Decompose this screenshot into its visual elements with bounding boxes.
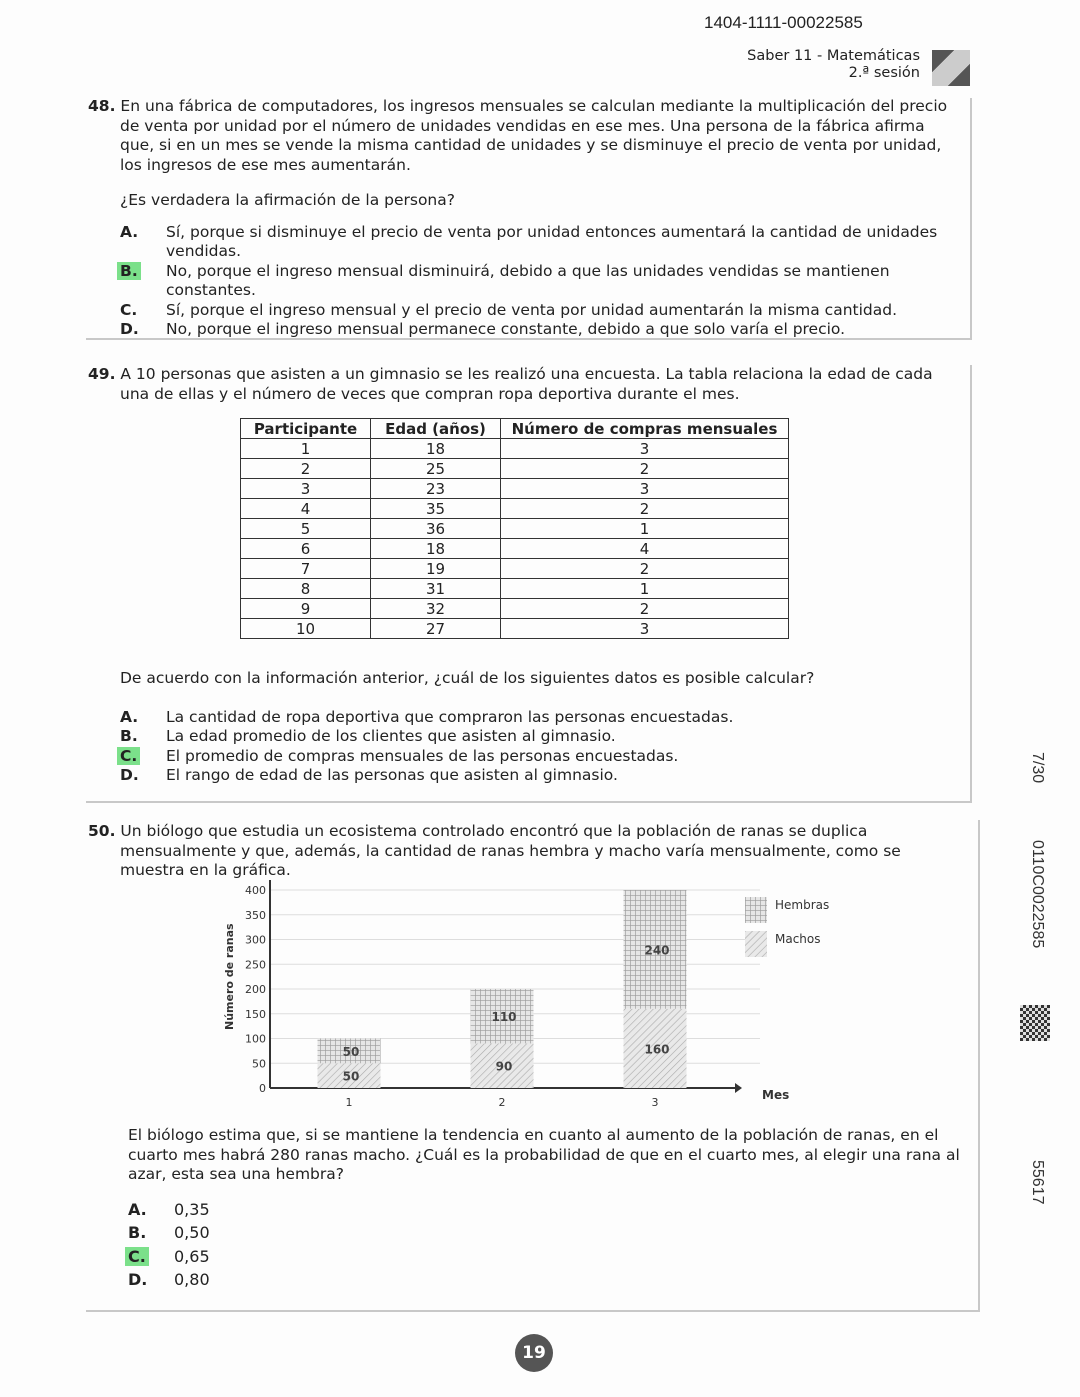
table-cell: 23 [371, 479, 501, 499]
answer-options [88, 223, 960, 340]
bar-value-label: 50 [342, 1044, 360, 1059]
option-letter-marked: B. [117, 262, 141, 280]
option-letter: B. [120, 727, 138, 745]
legend-label: Hembras [775, 898, 830, 912]
x-tick-label: 1 [345, 1096, 353, 1109]
option-text: 0,80 [174, 1270, 210, 1289]
table-body [241, 439, 789, 639]
table-cell: 4 [241, 499, 371, 519]
answer-options [88, 708, 960, 786]
option-text: El rango de edad de las personas que asisten al gimnasio. [166, 766, 618, 784]
table-cell: 31 [371, 579, 501, 599]
option-text: La cantidad de ropa deportiva que compraron las personas encuestadas. [166, 707, 734, 726]
question-49 [88, 365, 960, 404]
session-label: 2.ª sesión [848, 65, 920, 81]
table-row [241, 579, 789, 599]
question-50-prompt-block [128, 1126, 968, 1292]
y-tick-label: 50 [252, 1057, 266, 1071]
question-number: 50. [88, 822, 116, 840]
table-cell: 32 [371, 599, 501, 619]
table-cell: 7 [241, 559, 371, 579]
option-c[interactable] [120, 747, 960, 767]
table-cell: 2 [501, 459, 789, 479]
option-text: 0,65 [174, 1246, 210, 1266]
subject-title: Saber 11 - Matemáticas [747, 48, 920, 64]
option-b[interactable] [120, 727, 960, 747]
side-number: 55617 [1029, 1160, 1046, 1205]
option-d[interactable] [120, 320, 960, 340]
table-cell: 1 [501, 579, 789, 599]
option-text: Sí, porque si disminuye el precio de venta por unidad entonces aumentará la cantidad de unidades vendidas. [166, 222, 938, 260]
table-cell: 1 [501, 519, 789, 539]
option-c[interactable] [120, 301, 960, 321]
option-d[interactable] [120, 766, 960, 786]
option-c[interactable] [128, 1245, 968, 1269]
table-cell: 5 [241, 519, 371, 539]
table-header-row [241, 419, 789, 439]
option-letter: D. [120, 766, 139, 784]
option-letter: C. [120, 300, 138, 319]
table-row [241, 499, 789, 519]
table-cell: 2 [501, 559, 789, 579]
option-text: 0,35 [174, 1199, 210, 1219]
x-axis-arrow-icon [735, 1083, 742, 1093]
option-text: 0,50 [174, 1223, 210, 1242]
header-subject [747, 48, 920, 82]
option-text: El promedio de compras mensuales de las personas encuestadas. [166, 746, 679, 765]
option-b[interactable] [120, 262, 960, 301]
option-letter-marked: C. [125, 1247, 149, 1266]
survey-table [240, 418, 789, 639]
exam-logo-icon [932, 50, 970, 86]
y-tick-label: 200 [245, 983, 266, 996]
table-cell: 18 [371, 439, 501, 459]
question-prompt: El biólogo estima que, si se mantiene la tendencia en cuanto al aumento de la población de ranas, en el cuarto mes habrá 280 ranas macho. ¿Cuál es la probabilidad de que en el cuarto mes, al elegir una rana al azar, esta sea una hembra? [128, 1126, 960, 1183]
side-page-count: 7/30 [1029, 752, 1046, 784]
option-letter: D. [128, 1270, 148, 1289]
bar-value-label: 90 [495, 1059, 513, 1074]
table-cell: 2 [241, 459, 371, 479]
y-tick-label: 100 [245, 1032, 266, 1046]
option-d[interactable] [128, 1268, 968, 1292]
qr-code-icon [1020, 1005, 1050, 1041]
table-row [241, 439, 789, 459]
table-cell: 36 [371, 519, 501, 539]
y-axis-label: Número de ranas [223, 923, 236, 1030]
table-row [241, 459, 789, 479]
table-row [241, 559, 789, 579]
x-tick-label: 2 [498, 1096, 506, 1109]
column-header: Número de compras mensuales [501, 419, 789, 439]
table-cell: 6 [241, 539, 371, 559]
legend-label: Machos [775, 932, 821, 946]
table-cell: 4 [501, 539, 789, 559]
table-cell: 3 [501, 619, 789, 639]
question-stem: A 10 personas que asisten a un gimnasio se les realizó una encuesta. La tabla relaciona la edad de cada una de ellas y el número de veces que compran ropa deportiva durante el mes. [120, 365, 933, 403]
question-stem: Un biólogo que estudia un ecosistema controlado encontró que la población de ranas se duplica mensualmente y que, además, la cantidad de ranas hembra y macho varía mensualmente, como se muestra en la gráfica. [120, 822, 901, 879]
option-text: No, porque el ingreso mensual permanece constante, debido a que solo varía el precio. [166, 320, 846, 338]
y-tick-label: 0 [259, 1082, 266, 1095]
page-number: 19 [515, 1334, 553, 1372]
column-header: Edad (años) [371, 419, 501, 439]
y-tick-label: 400 [245, 884, 266, 897]
y-tick-label: 150 [245, 1007, 266, 1021]
y-tick-label: 300 [245, 933, 266, 947]
table-row [241, 599, 789, 619]
table-cell: 2 [501, 499, 789, 519]
option-a[interactable] [120, 708, 960, 728]
x-axis-label: Mes [762, 1088, 790, 1102]
legend-swatch [745, 897, 767, 923]
option-text: No, porque el ingreso mensual disminuirá, debido a que las unidades vendidas se mantienen constantes. [166, 261, 890, 299]
option-a[interactable] [128, 1198, 968, 1222]
bar-value-label: 110 [491, 1010, 517, 1025]
question-prompt: ¿Es verdadera la afirmación de la persona? [120, 191, 455, 209]
x-tick-label: 3 [651, 1096, 659, 1109]
option-letter: A. [120, 222, 139, 241]
table-cell: 19 [371, 559, 501, 579]
option-letter: A. [120, 707, 139, 726]
option-text: Sí, porque el ingreso mensual y el precio de venta por unidad aumentarán la misma cantidad. [166, 300, 898, 319]
table-row [241, 479, 789, 499]
option-b[interactable] [128, 1221, 968, 1245]
option-letter: D. [120, 320, 139, 338]
option-letter-marked: C. [117, 747, 140, 765]
question-prompt: De acuerdo con la información anterior, ¿cuál de los siguientes datos es posible calcular? [120, 669, 815, 687]
table-row [241, 619, 789, 639]
bar-value-label: 160 [644, 1042, 670, 1057]
table-row [241, 539, 789, 559]
table-cell: 27 [371, 619, 501, 639]
column-header: Participante [241, 419, 371, 439]
table-cell: 3 [241, 479, 371, 499]
table-row [241, 519, 789, 539]
option-a[interactable] [120, 223, 960, 262]
table-cell: 18 [371, 539, 501, 559]
option-text: La edad promedio de los clientes que asisten al gimnasio. [166, 727, 616, 745]
frog-population-chart [200, 875, 860, 1120]
option-letter: B. [128, 1223, 147, 1242]
table-cell: 25 [371, 459, 501, 479]
question-49-prompt-block [88, 669, 960, 786]
y-tick-label: 350 [245, 908, 266, 922]
question-50 [88, 822, 960, 881]
document-code: 1404-1111-00022585 [704, 13, 863, 32]
side-form-code: 0110C0022585 [1029, 840, 1046, 949]
question-48 [88, 97, 960, 340]
y-tick-label: 250 [245, 958, 266, 972]
table-cell: 1 [241, 439, 371, 459]
bar-value-label: 240 [644, 943, 670, 958]
option-letter: A. [128, 1199, 147, 1219]
answer-options [128, 1198, 968, 1292]
legend-swatch [745, 931, 767, 957]
bar-value-label: 50 [342, 1069, 360, 1084]
table-cell: 10 [241, 619, 371, 639]
table-cell: 3 [501, 439, 789, 459]
question-number: 49. [88, 365, 116, 383]
table-cell: 8 [241, 579, 371, 599]
table-cell: 3 [501, 479, 789, 499]
question-number: 48. [88, 97, 116, 115]
table-cell: 9 [241, 599, 371, 619]
table-cell: 35 [371, 499, 501, 519]
table-cell: 2 [501, 599, 789, 619]
question-stem: En una fábrica de computadores, los ingresos mensuales se calculan mediante la multiplicación del precio de venta por unidad por el número de unidades vendidas en ese mes. Una persona de la fábrica afirma que, si en un mes se vende la misma cantidad de unidades y se disminuye el precio de venta por unidad, los ingresos de ese mes aumentarán. [120, 97, 948, 174]
